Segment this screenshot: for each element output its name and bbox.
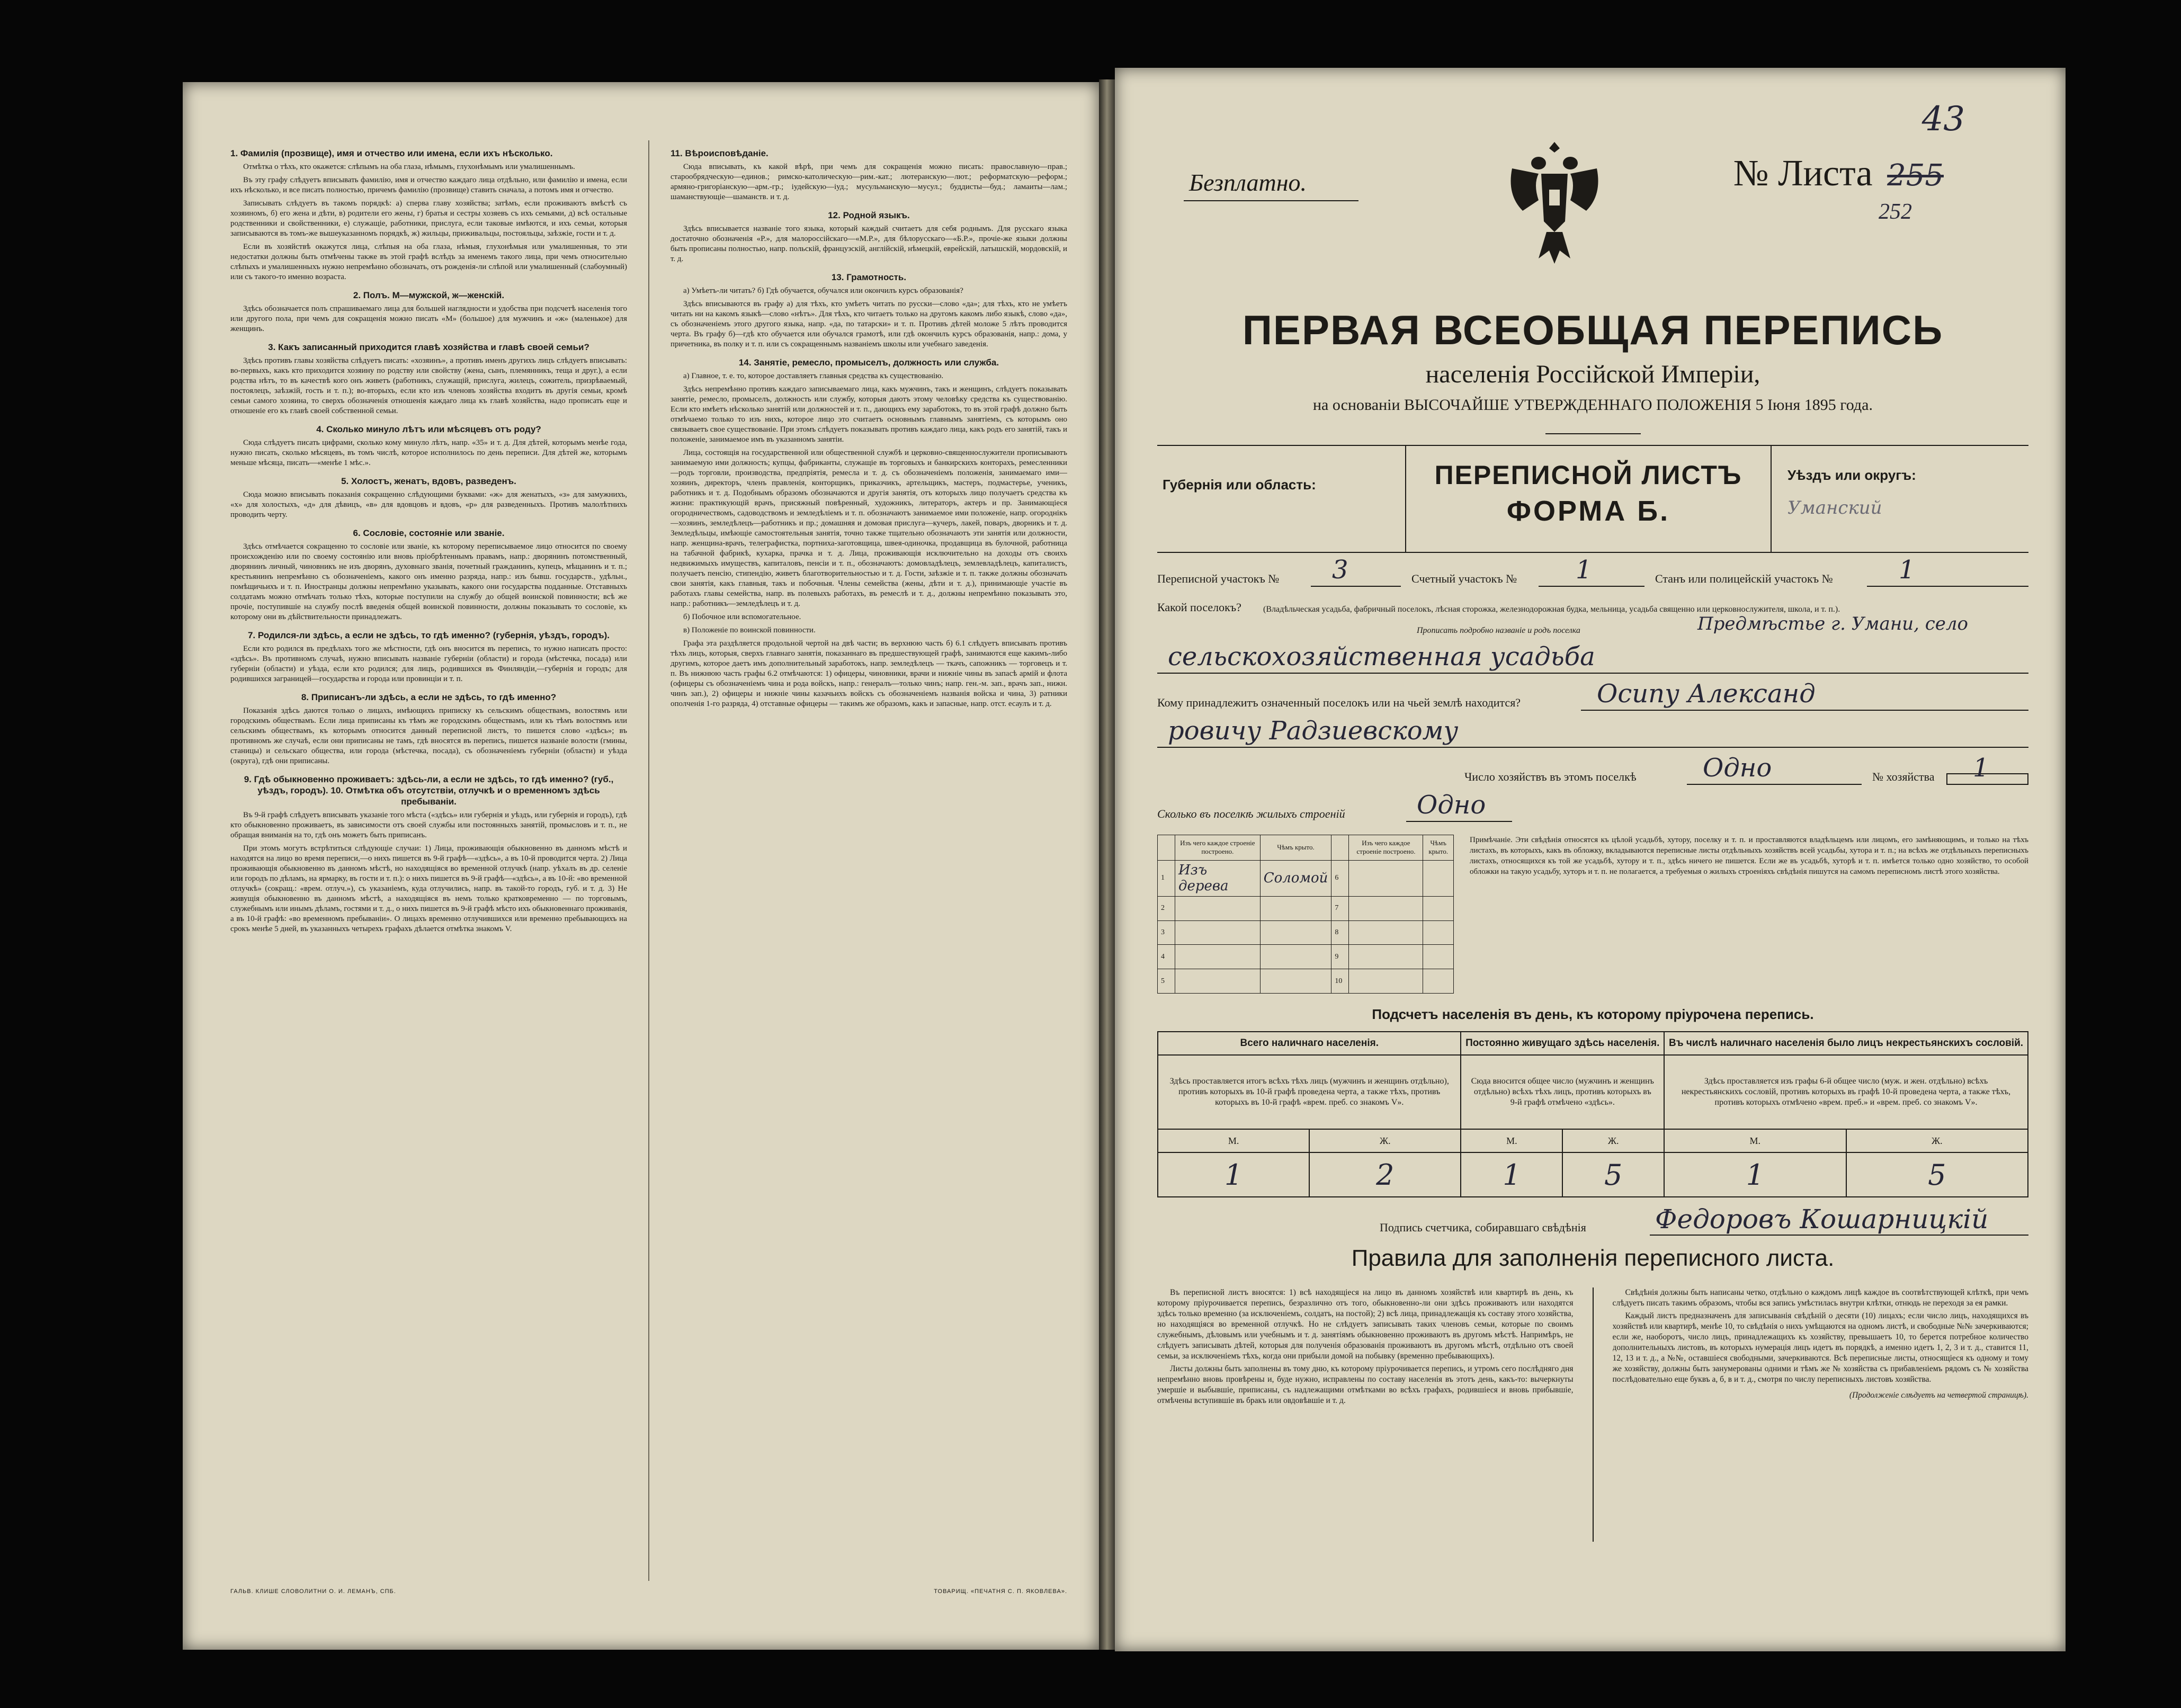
- non-peasant-female-value: 5: [1928, 1158, 1946, 1192]
- building-number: 7: [1331, 897, 1349, 921]
- buildings-count-label: Сколько въ поселкѣ жилыхъ строеній: [1157, 807, 1345, 820]
- instruction-heading: 14. Занятіе, ремесло, промыселъ, должность или служба.: [738, 357, 999, 368]
- count-header-row: [1158, 1032, 2028, 1055]
- building-number: 3: [1158, 920, 1175, 945]
- buildings-row: [1158, 945, 1454, 969]
- instruction-heading: 13. Грамотность.: [831, 272, 907, 282]
- building-material: [1349, 945, 1423, 969]
- building-roof: [1423, 897, 1454, 921]
- non-peasant-female-cell: [1846, 1152, 2028, 1197]
- female-label: Ж.: [1562, 1129, 1664, 1152]
- building-roof: [1423, 969, 1454, 994]
- instruction-paragraph: Сюда вписывать, къ какой вѣрѣ, при чемъ для сокращенія можно писать: православную—прав.; старообрядческую—единов.; римско-католическую—рим.-кат.; лютеранскую—лют.; реформатскую—реформ.; армяно-григоріанскую—арм.-гр.; іудейскую—іуд.; мусульманскую—мусул.; буддисты—буд.; ламаиты—лам.; шаманствующіе—шаманств. и т. д.: [671, 163, 1067, 201]
- count-area-value: 1: [1576, 555, 1592, 585]
- instruction-heading: 2. Полъ. М—мужской, ж—женскій.: [353, 290, 505, 300]
- instruction-heading: 12. Родной языкъ.: [828, 210, 910, 220]
- rules-column-2: [1613, 1287, 2029, 1542]
- instruction-paragraph: Если кто родился въ предѣлахъ того же мѣстности, гдѣ онъ вносится въ перепись, то нужно написать просто: «здѣсь». Въ противномъ случаѣ, нужно вписывать названіе губерніи (области) и города (мѣстечка, посада) или губерніи (области) и уѣзда, если кто родился; для лицъ, родившихся въ Финляндіи,—губернія и городъ; для родившихся заграницей—государства и города или провинціи и т. п.: [230, 645, 627, 683]
- present-population-header: Всего наличнаго населенія.: [1158, 1032, 1461, 1055]
- households-value: Одно: [1703, 753, 1772, 783]
- header-row: [1157, 100, 2028, 322]
- building-number: 4: [1158, 945, 1175, 969]
- sheet-title-cell: [1406, 446, 1772, 552]
- settlement-underline: [1157, 673, 2028, 674]
- free-underline: [1184, 200, 1358, 201]
- rules-continuation-note: (Продолженіе слѣдуетъ на четвертой страницѣ).: [1849, 1391, 2028, 1400]
- instruction-paragraph: Здѣсь отмѣчается сокращенно то сословіе или званіе, къ которому переписываемое лицо относится по своему происхожденію или по своему состоянію или вновь пріобрѣтеннымъ правамъ, напр.: дворянинъ потомственный, дворянинъ личный, чиновникъ не изъ дворянъ, духовнаго званія, почетный гражданинъ, купецъ, мѣщанинъ и т. п.; крестьянинъ непремѣнно съ обозначеніемъ, какого онъ именно разряда, напр.: изъ бывш. государств., удѣльн., помѣщичьихъ и т. п. Иностранцы должны непремѣнно указывать, какого они государства подданные. Отставныхъ солдатамъ можно отмѣчать только тѣхъ, которые поступили на службу до общей воинской повинности; всѣ же прочіе, поступившіе на службу послѣ введенія общей воинской повинности, должны показывать то сословіе, къ которому они въ дѣйствительности принадлежатъ.: [230, 542, 627, 621]
- rules-divider: [1593, 1287, 1594, 1542]
- printer-credit-right: ТОВАРИЩ. «ПЕЧАТНЯ С. П. ЯКОВЛЕВА».: [934, 1588, 1067, 1595]
- instruction-heading: 9. Гдѣ обыкновенно проживаетъ: здѣсь-ли, а если не здѣсь, то гдѣ именно? (губ., уѣздъ, городъ). 10. Отмѣтка объ отсутствіи, отлучкѣ и о временномъ здѣсь пребываніи.: [244, 774, 614, 807]
- instruction-paragraph: Если въ хозяйствѣ окажутся лица, слѣпыя на оба глаза, нѣмыя, глухонѣмыя или умалишенныя, то эти недостатки должны быть отмѣчены также въ этой графѣ вслѣдъ за именемъ такого лица, при чемъ относительно слѣпыхъ и умалишенныхъ нужно непремѣнно обозначать, отъ рожденія-ли слѣпой или умалишенный (слабоумный) или съ такого-то именно возраста.: [230, 243, 627, 281]
- stan-underline: [1867, 586, 2028, 587]
- signature-underline: [1650, 1235, 2028, 1236]
- enumerator-signature-line: [1157, 1203, 2028, 1240]
- building-material: [1175, 920, 1261, 945]
- title-divider: [1545, 433, 1641, 434]
- instruction-paragraph: Здѣсь непремѣнно противъ каждаго записываемаго лица, какъ мужчинъ, такъ и женщинъ, слѣдуетъ показывать занятіе, ремесло, промыселъ, должность или службу, которыя даютъ этому человѣку средства къ существованію. Если кто имѣетъ нѣсколько занятій или должностей и т. п., дающихъ ему заработокъ, то въ этой графѣ должно быть отмѣчаемо только то изъ нихъ, которое лицо это считаетъ основнымъ главнымъ занятіемъ, съ которымъ оно связываетъ свое существованіе. При этомъ слѣдуетъ показывать противъ каждаго лица, какъ родъ его занятій, такъ и положеніе, занимаемое имъ въ указанномъ занятіи.: [671, 385, 1067, 444]
- instructions-columns: [230, 140, 1067, 1581]
- resident-male-cell: [1461, 1152, 1562, 1197]
- instruction-paragraph: Въ эту графу слѣдуетъ вписывать фамилію, имя и отчество каждаго лица отдѣльно, или фамилію и имена, если ихъ нѣсколько, и все писать полностью, причемъ фамилію (прозвище) ставить сначала, а потомъ имя и отчество.: [230, 176, 627, 194]
- built-col-header: Изъ чего каждое строеніе построено.: [1175, 835, 1261, 861]
- roof-col-header: Чѣмъ крыто.: [1260, 835, 1331, 861]
- building-number: 8: [1331, 920, 1349, 945]
- building-material: [1349, 920, 1423, 945]
- instruction-heading: 7. Родился-ли здѣсь, а если не здѣсь, то гдѣ именно? (губернія, уѣздъ, городъ).: [247, 630, 610, 640]
- building-roof: [1260, 920, 1331, 945]
- instruction-heading: 1. Фамилія (прозвище), имя и отчество или имена, если ихъ нѣсколько.: [230, 148, 553, 158]
- building-roof: [1260, 945, 1331, 969]
- instruction-paragraph: Лица, состоящія на государственной или общественной службѣ и церковно-священнослужители прописываютъ занимаемую ими должность; купцы, фабриканты, служащіе въ торговыхъ и банкирскихъ конторахъ, ремесленники—родъ торговли, производства, предпріятія, ремесла и т. д. съ обозначеніемъ положенія, занимаемаго ими—хозяинъ, директоръ, членъ правленія, конторщикъ, приказчикъ, артельщикъ, мастеръ, подмастерье, ученикъ, работникъ и т. д. Подобнымъ образомъ обозначаются и другія занятія, отъ которыхъ лицо получаетъ средства къ жизни: практикующій врачъ, присяжный повѣренный, художникъ, литераторъ, актеръ и пр. Занимающіеся огородничествомъ, садоводствомъ и земледѣліемъ и т. п. обозначаютъ занимаемое ими положеніе, напр. огороднікъ—хозяинъ, земледѣлецъ—работникъ и пр.; домашняя и домовая прислуга—кучеръ, лакей, поваръ, дворникъ и т. д. Земледѣльцы, имѣющіе самостоятельныя занятія, точно также тщательно обозначаютъ эти занятія или должности, напр. женщина-врачъ, телеграфистка, портниха-заготовщица, швея-одиночка, продавщица въ булочной, работница на табачной фабрикѣ, кухарка, прачка и т. д. Лица, проживающія исключительно на доходы отъ своихъ недвижимыхъ имуществъ, капиталовъ, пенсіи и т. п., обозначаютъ: домовладѣлецъ, землевладѣлецъ, капиталистъ, получаетъ пенсію, стипендію, живетъ благотворительностью и т. д. Гости, заѣзжіе и т. п. также должны обозначать свои занятія, какъ главныя, такъ и побочныя. Члены семейства (жены, дѣти и т. д.), принимающіе участіе въ работахъ главы семейства, напр. въ полевыхъ работахъ, въ ремеслѣ и т. д., должны непремѣнно показывать это, напр.: работникъ—земледѣлецъ и т. д.: [671, 449, 1067, 608]
- building-material: [1175, 969, 1261, 994]
- free-label: Безплатно.: [1189, 169, 1307, 196]
- settlement-value-1: Предмѣстье г. Умани, село: [1697, 613, 1969, 634]
- female-label: Ж.: [1309, 1129, 1461, 1152]
- buildings-row: [1158, 969, 1454, 994]
- population-count-title: Подсчетъ населенія въ день, къ которому пріурочена перепись.: [1372, 1006, 1814, 1022]
- non-peasant-desc: Здѣсь проставляется изъ графы 6-й общее число (муж. и жен. отдѣльно) всѣхъ некрестьянскихъ сословій, противъ которыхъ въ графѣ 10-й проведена черта, а также тѣхъ, противъ которыхъ отмѣчено «врем. преб.» и «врем. преб. со знакомъ V».: [1664, 1055, 2028, 1129]
- present-male-cell: [1158, 1152, 1309, 1197]
- building-material: [1175, 897, 1261, 921]
- building-material: [1175, 945, 1261, 969]
- settlement-instruction-line: [1157, 613, 2028, 640]
- buildings-table-body: [1158, 860, 1454, 993]
- num-col: [1158, 835, 1175, 861]
- building-roof: [1423, 920, 1454, 945]
- instruction-paragraph: Сюда можно вписывать показанія сокращенно слѣдующими буквами: «ж» для женатыхъ, «з» для замужнихъ, «х» для холостыхъ, «д» для дѣвицъ, «в» для вдовцовъ и вдовъ, «р» для разведенныхъ. Противъ малолѣтнихъ проводить черту.: [230, 490, 627, 519]
- resident-population-header: Постоянно живущаго здѣсь населенія.: [1461, 1032, 1664, 1055]
- owner-value-2: ровичу Радзиевскому: [1168, 716, 1459, 746]
- left-page: [183, 82, 1099, 1650]
- census-title: ПЕРВАЯ ВСЕОБЩАЯ ПЕРЕПИСЬ: [1242, 307, 1944, 353]
- instruction-paragraph: При этомъ могутъ встрѣтиться слѣдующіе случаи: 1) Лица, проживающія обыкновенно въ данномъ мѣстѣ и находятся на лицо во время переписи,—о нихъ пишется въ 9-й графѣ—«здѣсь», а въ 10-й проводится черта. 2) Лица проживающія обыкновенно въ данномъ мѣстѣ, но находящіяся во временной отлучкѣ (напр. уѣхалъ въ др. селеніе или городъ по дѣламъ, на ярмарку, въ гости и т. п.): о нихъ пишется въ 9-й графѣ—«здѣсь», а въ 10-й: «во временной отлучкѣ» (сокращ.: «врем. отлуч.»), съ указаніемъ, куда отлучились, напр. въ такой-то городъ, губ. и т. д. 3) Не живущія обыкновенно въ данномъ мѣстѣ, а находящіяся въ немъ только кратковременно — по торговымъ, служебнымъ или инымъ дѣламъ, гостями и т. д., о нихъ пишется въ 9-й графѣ мѣсто ихъ обыкновеннаго проживанія, а въ 10-й графѣ: «во временномъ пребываніи». О лицахъ временно отлучившихся или временно пребывающихъ на срокъ менѣе 5 дней, въ указанныхъ четырехъ графахъ дѣлается отмѣтка знакомъ V.: [230, 844, 627, 933]
- area-line: [1157, 555, 2028, 590]
- rules-paragraph: Свѣдѣнія должны быть написаны четко, отдѣльно о каждомъ лицѣ каждое въ соотвѣтствующей клѣткѣ, при чемъ слѣдуетъ писать такимъ образомъ, чтобы вся запись умѣстилась внутри клѣтки, отнюдь не переходя за ея рамки.: [1612, 1288, 2028, 1308]
- instruction-heading: 3. Какъ записанный приходится главѣ хозяйства и главѣ своей семьи?: [268, 342, 589, 352]
- buildings-row: [1158, 860, 1454, 896]
- built-col-header-2: Изъ чего каждое строеніе построено.: [1349, 835, 1423, 861]
- buildings-table: [1157, 835, 1454, 994]
- rules-paragraph: Листы должны быть заполнены въ тому дню, къ которому пріурочивается перепись, и утромъ сего послѣдняго дня непремѣнно вновь провѣрены и, буде нужно, исправлены по составу населенія въ этотъ день, какъ-то: вычеркнуты умершіе и выбывшіе, приписаны, съ надлежащими отмѣтками во всѣхъ графахъ, родившіеся и вновь прибывшіе, отмѣчены вступившіе въ бракъ или овдовѣвшіе и т. д.: [1157, 1364, 1574, 1405]
- instruction-heading: 6. Сословіе, состояніе или званіе.: [353, 528, 505, 538]
- form-name: ФОРМА Б.: [1506, 495, 1670, 527]
- double-headed-eagle-emblem-icon: [1496, 131, 1613, 269]
- province-cell: [1157, 446, 1406, 552]
- instruction-paragraph: а) Главное, т. е. то, которое доставляетъ главныя средства къ существованію.: [683, 372, 944, 380]
- present-female-cell: [1309, 1152, 1461, 1197]
- census-decree-line: на основаніи ВЫСОЧАЙШЕ УТВЕРЖДЕННАГО ПОЛОЖЕНІЯ 5 Іюня 1895 года.: [1313, 396, 1873, 414]
- sheet-number-corrected: 252: [1879, 200, 1912, 224]
- building-material: [1349, 860, 1423, 896]
- district-label: Уѣздъ или округъ:: [1787, 467, 1916, 483]
- handwritten-sheet-number: 43: [1921, 100, 1965, 139]
- instruction-paragraph: Показанія здѣсь даются только о лицахъ, имѣющихъ приписку къ сельскимъ обществамъ, волостямъ или городскимъ обществамъ. Если лица приписаны къ тѣмъ же городскимъ обществамъ, или къ тѣмъ волостямъ или сельскимъ обществамъ, къ которымъ относится данный переписной листъ, то пишется слово «здѣсь»; въ противномъ же случаѣ, если они приписаны не тамъ, гдѣ вносятся въ перепись, пишется названіе волости (гмины, станицы) и сельскаго общества, или города (мѣстечка, посада), съ обозначеніемъ губерніи (области) и уѣзда (округа), гдѣ они приписаны.: [230, 707, 627, 765]
- building-roof: [1423, 860, 1454, 896]
- present-male-value: 1: [1224, 1158, 1243, 1192]
- sheet-title: ПЕРЕПИСНОЙ ЛИСТЪ: [1434, 460, 1742, 490]
- settlement-value-line: [1157, 642, 2028, 677]
- settlement-label: Какой поселокъ?: [1157, 601, 1241, 614]
- non-peasant-header: Въ числѣ наличнаго населенія было лицъ некрестьянскихъ сословій.: [1664, 1032, 2028, 1055]
- instruction-paragraph: Здѣсь противъ главы хозяйства слѣдуетъ писать: «хозяинъ», а противъ именъ другихъ лицъ слѣдуетъ вписывать: во-первыхъ, какъ кто приходится хозяину по родству или свойству (жена, сынъ, племянникъ, теща и друг.), а если родства нѣтъ, то въ качествѣ кого онъ живетъ (работникъ, служащій, прислуга, жилецъ, сожитель, призрѣваемый, постоялецъ, заѣзжій, гость и т. п.); во-вторыхъ, если кто изъ членовъ хозяйства входитъ въ другія семьи, кромѣ семьи самого хозяина, то сверхъ обозначенія отношенія каждаго лица къ главѣ хозяйства, надо прописать еще и отношеніе его къ главѣ своей собственной семьи.: [230, 356, 627, 415]
- settlement-note: (Владѣльческая усадьба, фабричный поселокъ, лѣсная сторожка, железнодорожная будка, мельница, усадьба священно или церковнослужителя, школа, и т. п.).: [1263, 605, 1840, 614]
- building-material: [1349, 969, 1423, 994]
- resident-male-value: 1: [1503, 1158, 1521, 1192]
- male-label: М.: [1461, 1129, 1562, 1152]
- rules-column-1: [1157, 1287, 1574, 1542]
- roof-col-header-2: Чѣмъ крыто.: [1423, 835, 1454, 861]
- census-area-value: 3: [1332, 555, 1348, 585]
- num-col-2: [1331, 835, 1349, 861]
- building-number: 2: [1158, 897, 1175, 921]
- book-spine: [1099, 79, 1115, 1650]
- owner-line: [1157, 679, 2028, 714]
- instruction-heading: 11. Вѣроисповѣданіе.: [671, 148, 768, 158]
- instruction-heading: 5. Холостъ, женатъ, вдовъ, разведенъ.: [341, 476, 516, 486]
- instruction-heading: 4. Сколько минуло лѣтъ или мѣсяцевъ отъ роду?: [316, 424, 541, 434]
- district-cell: [1772, 446, 2028, 552]
- male-label: М.: [1664, 1129, 1846, 1152]
- building-roof: Соломой: [1260, 860, 1331, 896]
- instruction-paragraph: Записывать слѣдуетъ въ такомъ порядкѣ: а) сперва главу хозяйства; затѣмъ, если проживаютъ вмѣстѣ съ хозяиномъ, б) его жена и дѣти, в) родители его жены, г) братья и сестры хозяевъ съ ихъ семьями, д) всѣ остальные родственники и свойственники, е) служащіе, работники, прислуга, если таковые имѣются, и ихъ семьи, которыя записываются въ томъ-же вышеуказанномъ порядкѣ, ж) жильцы, приживальцы, постояльцы, заѣзжіе, гости и т. д.: [230, 199, 627, 238]
- instruction-heading: 8. Приписанъ-ли здѣсь, а если не здѣсь, то гдѣ именно?: [301, 692, 557, 702]
- rules-paragraph: Въ переписной листъ вносятся: 1) всѣ находящіеся на лицо въ данномъ хозяйствѣ или квартирѣ въ день, къ которому пріурочивается перепись, безразлично отъ того, обыкновенно-ли они здѣсь проживаютъ или находятся здѣсь только временно (за исключеніемъ, солдатъ, на постой); 2) всѣ лица, принадлежащія къ составу этого хозяйства, но находящіяся во временной отлучкѣ. Но не слѣдуетъ записывать таких членовъ семьи, которые по своимъ служебнымъ, дѣловымъ или учебнымъ и т. д. занятіямъ обыкновенно проживаютъ въ другомъ мѣстѣ. Напримѣръ, не слѣдуетъ записывать дѣтей, которыя для полученія образованія проживаютъ въ другомъ мѣстѣ, отдѣльно отъ своей семьи, за исключеніемъ тѣхъ, когда они прибыли домой на побывку (временно пребывающихъ).: [1157, 1288, 1574, 1361]
- signature-value: Федоровъ Кошарницкій: [1655, 1204, 1989, 1235]
- building-roof: [1423, 945, 1454, 969]
- buildings-row: [1158, 920, 1454, 945]
- resident-female-value: 5: [1604, 1158, 1623, 1192]
- instructions-column-2: [671, 140, 1067, 1581]
- instruction-paragraph: Здѣсь обозначается полъ спрашиваемаго лица для большей наглядности и удобства при подсчетѣ населенія того или другого пола, при чемъ для сокращенія можно писать «М» (большое) для мужчинъ и «ж» (маленькое) для женщинъ.: [230, 305, 627, 333]
- count-sex-row: [1158, 1129, 2028, 1152]
- instruction-paragraph: Отмѣтка о тѣхъ, кто окажется: слѣпымъ на оба глаза, нѣмымъ, глухонѣмымъ или умалишеннымъ.: [243, 163, 575, 171]
- instruction-paragraph: Сюда слѣдуетъ писать цифрами, сколько кому минуло лѣтъ, напр. «35» и т. д. Для дѣтей, которымъ менѣе года, нужно писать, сколько мѣсяцевъ, въ томъ числѣ, которое исполнилось по день переписи. Для дѣтей же, которымъ меньше мѣсяца, писать—«менѣе 1 мѣс.».: [230, 439, 627, 467]
- buildings-note: Примѣчаніе. Эти свѣдѣнія относятся къ цѣлой усадьбѣ, хутору, поселку и т. п. и проставляются владѣльцемъ или лицомъ, его замѣняющимъ, и только на тѣхъ листахъ, въ которыхъ, какъ въ обложку, вкладываются переписные листы отдѣльныхъ хозяйствъ всей усадьбы, хутора и т. п.; на всѣхъ же отдѣльныхъ переписныхъ листахъ, относящихся къ той же усадьбѣ, хутору и т. п., здѣсь ничего не пишется. Если же въ усадьбѣ, хуторѣ и т. п. имѣется только одно хозяйство, то особой обложки на такую усадьбу, хуторъ и т. п. не полагается, а требуемыя о жилыхъ строеніяхъ свѣдѣнія пишутся на самомъ переписномъ листѣ этого хозяйства.: [1470, 836, 2028, 876]
- left-footer: [230, 1588, 1067, 1595]
- households-label: Число хозяйствъ въ этомъ поселкѣ: [1464, 770, 1637, 783]
- building-number: 1: [1158, 860, 1175, 896]
- male-label: М.: [1158, 1129, 1309, 1152]
- settlement-instruction: Прописать подробно названіе и родъ поселка: [1417, 626, 1580, 635]
- census-area-label: Переписной участокъ №: [1157, 572, 1280, 585]
- instruction-paragraph: Здѣсь вписывается названіе того языка, который каждый считаетъ для себя роднымъ. Для русскаго языка достаточно обозначенія «Р.», для малороссійскаго—«М.Р.», для бѣлорусскаго—«Б.Р.», прочіе-же языки должны быть прописаны полностью, напр. польскій, французскій, англійскій, нѣмецкій, еврейскій, латышскій, мордовскій, и т. д.: [671, 225, 1067, 263]
- non-peasant-male-value: 1: [1746, 1158, 1764, 1192]
- census-area-underline: [1311, 586, 1401, 587]
- buildings-row: [1158, 897, 1454, 921]
- rules-title: Правила для заполненія переписного листа.: [1351, 1245, 1835, 1271]
- buildings-line: [1157, 790, 2028, 825]
- building-roof: [1260, 897, 1331, 921]
- instruction-paragraph: а) Умѣетъ-ли читать? б) Гдѣ обучается, обучался или окончилъ курсъ образованія?: [683, 287, 963, 295]
- non-peasant-male-cell: [1664, 1152, 1846, 1197]
- resident-population-desc: Сюда вносится общее число (мужчинъ и женщинъ отдѣльно) всѣхъ тѣхъ лицъ, противъ которыхъ въ 9-й графѣ отмѣчено «здѣсь».: [1461, 1055, 1664, 1129]
- stan-label: Станъ или полицейскій участокъ №: [1655, 572, 1833, 585]
- rules-paragraph: Каждый листъ предназначенъ для записыванія свѣдѣній о десяти (10) лицахъ; если число лицъ, находящихся въ хозяйствѣ или квартирѣ, менѣе 10, то свѣдѣнія о нихъ умѣщаются на одномъ листѣ, и свободные №№ зачеркиваются; если же, наоборотъ, число лицъ, принадлежащихъ къ хозяйству, превышаетъ 10, то берется потребное количество дополнительныхъ листовъ, въ которыхъ нумерація лицъ идетъ въ порядкѣ, а именно идетъ 1, 2, 3 и т. д., ставится 11, 12, 13 и т. д., а №№, оставшіеся свободными, зачеркиваются. Всѣ переписные листы, относящіеся къ одному и тому же хозяйству, должны быть занумерованы одними и тѣмъ же № хозяйства съ прибавленіемъ рядомъ съ № хозяйства послѣдовательно еще буквъ а, б, в и т. д., смотря по числу переписныхъ листовъ хозяйства.: [1612, 1311, 2028, 1384]
- buildings-table-header: [1158, 835, 1454, 861]
- present-population-desc: Здѣсь проставляется итогъ всѣхъ тѣхъ лицъ (мужчинъ и женщинъ отдѣльно), противъ которыхъ въ 10-й графѣ проведена черта, а также тѣхъ, противъ которыхъ въ 10-й графѣ «врем. преб. со знакомъ V».: [1158, 1055, 1461, 1129]
- instruction-paragraph: в) Положеніе по воинской повинности.: [683, 626, 816, 634]
- instruction-paragraph: Въ 9-й графѣ слѣдуетъ вписывать указаніе того мѣста («здѣсь» или губернія и уѣздъ, или губернія и городъ), гдѣ кто обыкновенно проживаетъ, въ зависимости отъ своей службы или постоянныхъ занятій, промысловъ и т. п., не обращая вниманія на то, гдѣ онъ можетъ быть приписанъ.: [230, 811, 627, 839]
- census-subtitle: населенія Россійской Имперіи,: [1425, 360, 1760, 388]
- sheet-number: [1733, 153, 1944, 195]
- count-values-row: [1158, 1152, 2028, 1197]
- buildings-count-value: Одно: [1417, 790, 1486, 820]
- sheet-number-crossed: 255: [1887, 158, 1944, 193]
- province-label: Губернія или область:: [1163, 477, 1316, 493]
- count-area-label: Счетный участокъ №: [1411, 572, 1517, 585]
- building-number: 9: [1331, 945, 1349, 969]
- column-divider: [648, 140, 649, 1581]
- instruction-paragraph: Графа эта раздѣляется продольной чертой на двѣ части; въ верхнюю часть б) 6.1 слѣдуетъ вписывать противъ тѣхъ лицъ, которыя, сверхъ главнаго занятія, показаннаго въ предшествующей графѣ, занимаются еще какимъ-либо другимъ, которое даетъ имъ дополнительный заработокъ, напр. земледѣлецъ — ткачъ, сапожникъ — торговецъ и т. п. Въ нижнюю часть графы 6.2 отмѣчаются: 1) офицеры, чиновники, врачи и нижніе чины въ запасѣ армій и флота (офицеры съ обозначеніемъ чина и рода войскъ, напр.: генералъ—только чинъ; напр. ген.-м. зап., врачъ зап., нижн. чинъ зап.), 2) офицеры и нижніе чины казачьихъ войскъ съ обозначеніемъ названія войска и чина, 3) ратники ополченія 1-го разряда, 4) отставные офицеры — такимъ же образомъ, какъ и запасные, напр. отст. есаулъ и т. д.: [671, 639, 1067, 708]
- household-number-label: № хозяйства: [1872, 770, 1935, 783]
- owner-value-1: Осипу Александ: [1597, 679, 1816, 709]
- households-line: [1157, 753, 2028, 788]
- instruction-paragraph: Здѣсь вписываются въ графу а) для тѣхъ, кто умѣетъ читать по русски—слово «да»; для тѣхъ, кто не умѣетъ читать ни на какомъ языкѣ—слово «нѣтъ». Для тѣхъ, кто читаетъ только на другомъ какомъ либо языкѣ, слово «да», съ обозначеніемъ этого другого языка, напр. «да, по татарски» и т. п. Противъ дѣтей моложе 5 лѣтъ проводится черта. Въ графу б)—гдѣ кто обучается или обучался грамотѣ, или гдѣ окончилъ курсъ образованія, напр.: дома, у причетника, въ полку и т. п. или съ сокращеннымъ названіемъ школы или учебнаго заведенія.: [671, 300, 1067, 348]
- households-underline: [1687, 784, 1862, 785]
- instructions-column-1: [230, 140, 627, 1581]
- female-label: Ж.: [1846, 1129, 2028, 1152]
- building-number: 6: [1331, 860, 1349, 896]
- present-female-value: 2: [1376, 1158, 1395, 1192]
- building-material: [1349, 897, 1423, 921]
- building-roof: [1260, 969, 1331, 994]
- resident-female-cell: [1562, 1152, 1664, 1197]
- instruction-paragraph: б) Побочное или вспомогательное.: [683, 613, 801, 621]
- signature-label: Подпись счетчика, собиравшаго свѣдѣнія: [1380, 1221, 1586, 1234]
- form-header-box: [1157, 445, 2028, 553]
- building-number: 10: [1331, 969, 1349, 994]
- building-number: 5: [1158, 969, 1175, 994]
- sheet-number-label: № Листа: [1733, 153, 1873, 194]
- owner-underline: [1581, 710, 2028, 711]
- rules-section: [1157, 1287, 2028, 1542]
- owner-label: Кому принадлежитъ означенный поселокъ или на чьей землѣ находится?: [1157, 696, 1521, 709]
- printer-credit-left: ГАЛЬВ. КЛИШЕ СЛОВОЛИТНИ О. И. ЛЕМАНЪ, СПБ.: [230, 1588, 396, 1595]
- stan-value: 1: [1899, 555, 1915, 585]
- population-count-table: [1157, 1031, 2028, 1197]
- district-value: Уманский: [1787, 497, 1882, 518]
- count-desc-row: [1158, 1055, 2028, 1129]
- building-material: Изъ дерева: [1175, 860, 1261, 896]
- count-area-underline: [1539, 586, 1644, 587]
- owner-underline-2: [1157, 747, 2028, 748]
- owner-line-2: [1157, 716, 2028, 751]
- right-page: [1115, 68, 2066, 1651]
- buildings-count-underline: [1406, 821, 1512, 822]
- settlement-value-2: сельскохозяйственная усадьба: [1168, 642, 1595, 672]
- household-number-value: 1: [1973, 753, 1989, 783]
- buildings-section: [1157, 835, 2028, 994]
